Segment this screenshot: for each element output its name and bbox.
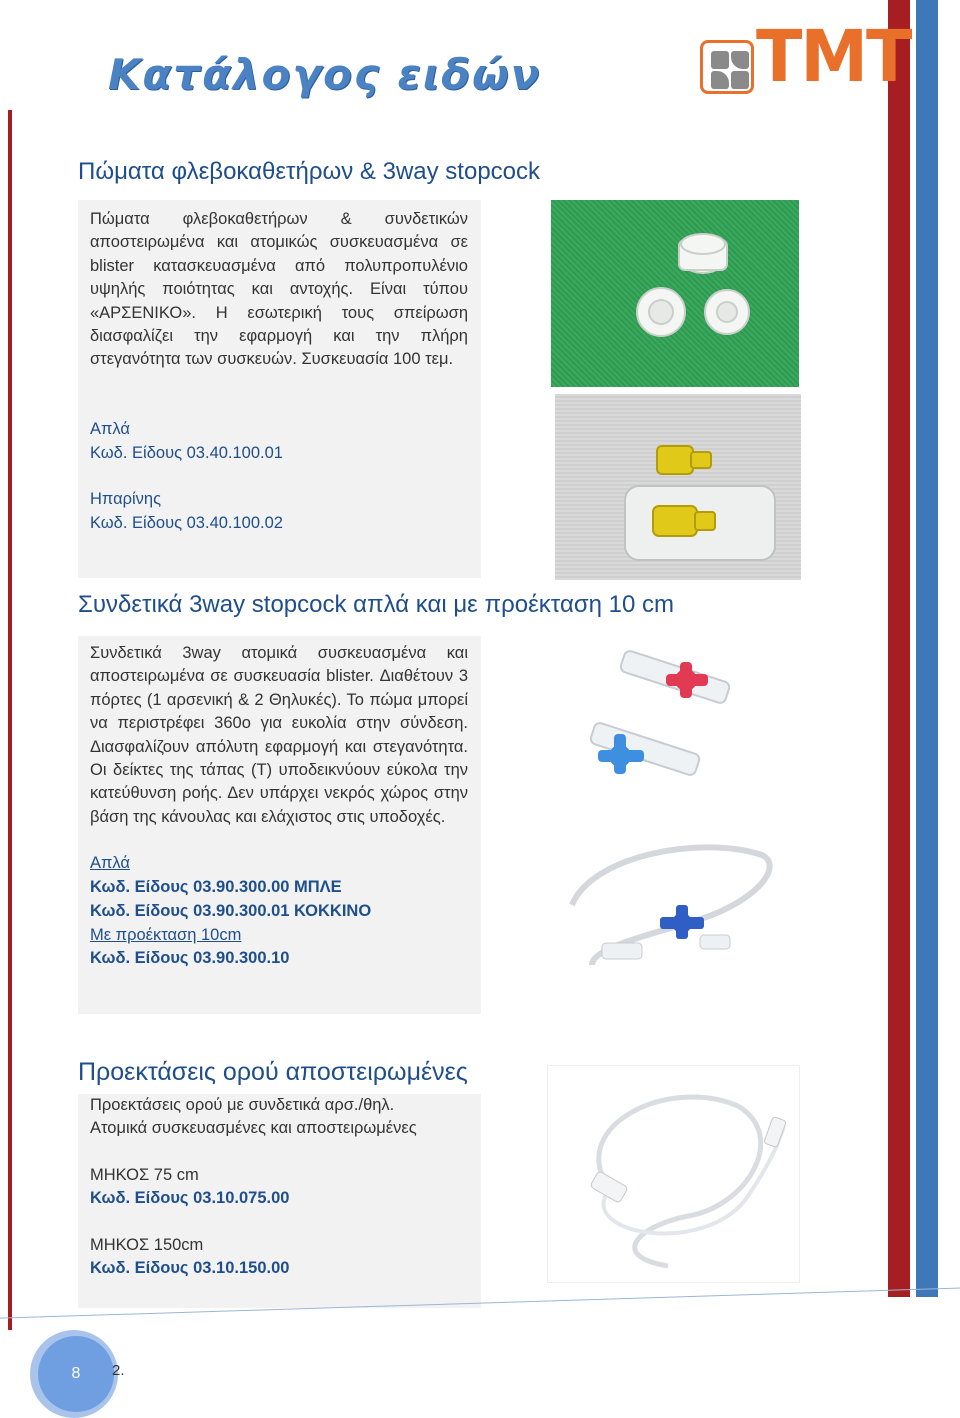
section-box-caps [78, 200, 481, 578]
footer-trailing-text: 2. [112, 1362, 125, 1379]
catalog-title: Κατάλογος ειδών [108, 50, 542, 99]
stopcock-illustration [570, 640, 780, 830]
stopcock-description: Συνδετικά 3way ατομικά συσκευασμένα και αποστειρωμένα σε συσκευασία blister. Διαθέτουν 3 πόρτες (1 αρσενική & 2 Θηλυκές). Το πώμα μπορεί να περιστρέφει 360ο για ευκολία στην σύνδεση. Διασφαλίζουν απόλυτη εφαρμογή και στεγανότητα. Οι δείκτες της τάπας (Τ) υποδεικνύουν εύκολα την κατεύθυνση ροής. Δεν υπάρχει νεκρός χώρος στην βάση της κάνουλας και ελάχιστος στις υποδοχές. [90, 644, 468, 826]
extensions-code-75: Κωδ. Είδους 03.10.075.00 [90, 1189, 290, 1207]
stopcock-photo [570, 640, 780, 830]
stopcock-code-extension: Κωδ. Είδους 03.90.300.10 [90, 949, 290, 967]
left-accent-stripe [8, 110, 12, 1330]
right-red-stripe [888, 0, 910, 1297]
caps-description: Πώματα φλεβοκαθετήρων & συνδετικών αποστειρωμένα και ατομικώς συσκευασμένα σε blister κατασκευασμένα από πολυπροπυλένιο υψηλής ποιότητας και αντοχής. Είναι τύπου «ΑΡΣΕΝΙΚΟ». Η εσωτερική τους σπείρωση διασφαλίζει την εφαρμογή και την πλήρη στεγανότητα των συσκευών. Συσκευασία 100 τεμ. [90, 210, 468, 369]
white-caps-photo [551, 200, 799, 387]
stopcock-extension-illustration [552, 835, 777, 980]
extensions-length-150: ΜΗΚΟΣ 150cm [90, 1236, 204, 1254]
section-box-extensions [78, 1094, 481, 1308]
logo-text: TMT [756, 16, 911, 99]
extensions-code-150: Κωδ. Είδους 03.10.150.00 [90, 1259, 290, 1277]
tmt-logo [700, 16, 911, 99]
stopcock-code-blue: Κωδ. Είδους 03.90.300.00 ΜΠΛΕ [90, 878, 342, 896]
stopcock-simple-label: Απλά [90, 854, 130, 872]
section-title-caps: Πώματα φλεβοκαθετήρων & 3way stopcock [78, 158, 541, 185]
section-title-stopcock: Συνδετικά 3way stopcock απλά και με προέκταση 10 cm [78, 591, 675, 618]
extension-line-photo [547, 1065, 800, 1283]
caps-item-simple-code: Κωδ. Είδους 03.40.100.01 [90, 444, 283, 462]
yellow-caps-illustration [555, 394, 801, 580]
stopcock-extension-label: Με προέκταση 10cm [90, 926, 242, 944]
stopcock-extension-photo [552, 835, 777, 980]
stopcock-code-red: Κωδ. Είδους 03.90.300.01 ΚΟΚΚΙΝΟ [90, 902, 372, 920]
extensions-length-75: ΜΗΚΟΣ 75 cm [90, 1166, 199, 1184]
right-blue-stripe [916, 0, 938, 1297]
page-number-badge: 8 [38, 1336, 114, 1412]
extensions-line-2: Ατομικά συσκευασμένες και αποστειρωμένες [90, 1119, 417, 1137]
section-box-stopcock [78, 636, 481, 1014]
white-caps-illustration [551, 200, 799, 387]
extensions-line-1: Προεκτάσεις ορού με συνδετικά αρσ./θηλ. [90, 1096, 395, 1114]
caps-item-heparin-code: Κωδ. Είδους 03.40.100.02 [90, 514, 283, 532]
caps-item-simple-label: Απλά [90, 420, 130, 438]
section-title-extensions: Προεκτάσεις ορού αποστειρωμένες [78, 1058, 468, 1086]
extension-line-illustration [548, 1066, 800, 1283]
caps-item-heparin-label: Ηπαρίνης [90, 490, 162, 508]
yellow-caps-blister-photo [555, 394, 801, 580]
logo-mark-icon [700, 40, 754, 94]
